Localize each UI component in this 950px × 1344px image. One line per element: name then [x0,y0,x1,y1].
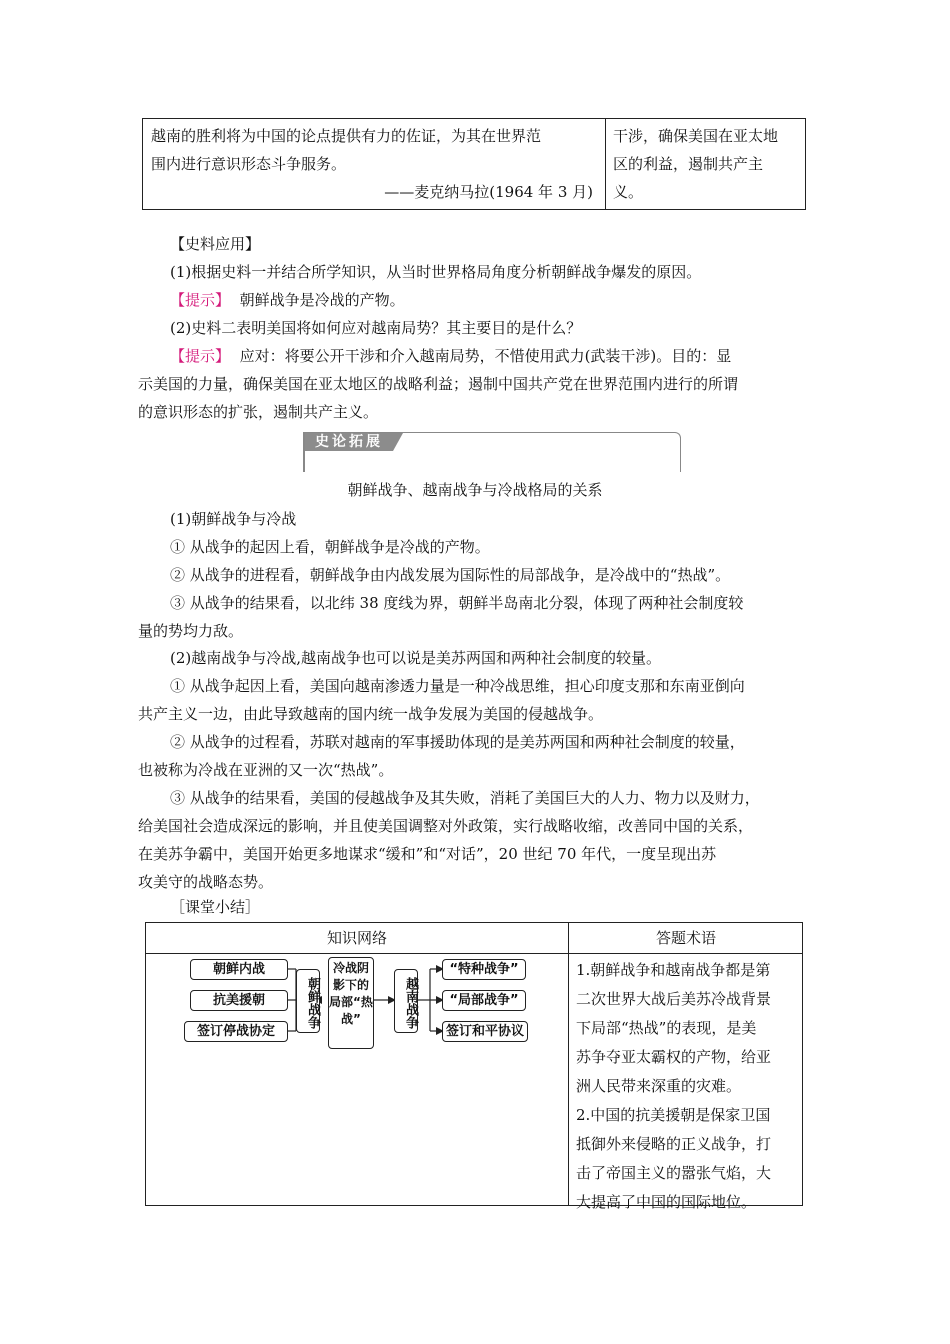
answer-2-line: 示美国的力量，确保美国在亚太地区的战略利益；遏制中国共产党在世界范围内进行的所谓 [138,375,739,393]
answer-line: 2.中国的抗美援朝是保家卫国 [576,1106,771,1124]
answer-1 [170,286,405,314]
hint-label: 【提示】 [170,291,231,309]
diagram-node-armistice: 签订停战协定 [184,1021,288,1042]
answer-line: 二次世界大战后美苏冷战背景 [576,990,772,1008]
banner-label: 史论拓展 [305,433,393,451]
diagram-node-korean-civil-war: 朝鲜内战 [190,959,288,980]
paragraph-line: 量的势均力敌。 [138,622,244,640]
source-line: 围内进行意识形态斗争服务。 [151,155,347,173]
answer-line: 洲人民带来深重的灾难。 [576,1077,742,1095]
paragraph: ② 从战争的过程看，苏联对越南的军事援助体现的是美苏两国和两种社会制度的较量， [170,733,745,751]
summary-heading: ［课堂小结］ [170,898,261,916]
hint-label: 【提示】 [170,347,231,365]
source-table [142,118,806,210]
section-title: 朝鲜战争、越南战争与冷战格局的关系 [347,481,603,499]
question-1: (1)根据史料一并结合所学知识，从当时世界格局角度分析朝鲜战争爆发的原因。 [170,263,702,281]
subsection-heading: (2)越南战争与冷战,越南战争也可以说是美苏两国和两种社会制度的较量。 [170,649,662,667]
answer-line: 抵御外来侵略的正义战争，打 [576,1135,772,1153]
diagram-node-special-war: “特种战争” [442,959,526,980]
source-line: 越南的胜利将为中国的论点提供有力的佐证，为其在世界范 [151,127,542,145]
paragraph: ③ 从战争的结果看，美国的侵越战争及其失败，消耗了美国巨大的人力、物力以及财力， [170,789,760,807]
diagram-node-vietnam-war: 越南战争 [394,969,418,1033]
answer-line: 击了帝国主义的嚣张气焰，大 [576,1164,772,1182]
source-left-cell [151,122,601,206]
answer-1-text: 朝鲜战争是冷战的产物。 [239,291,405,309]
diagram-node-local-war: “局部战争” [442,990,526,1011]
answer-line: 苏争夺亚太霸权的产物，给亚 [576,1048,772,1066]
table-divider [605,119,606,209]
source-line: 义。 [613,183,644,201]
paragraph-line: 在美苏争霸中，美国开始更多地谋求“缓和”和“对话”，20 世纪 70 年代，一度呈现出苏 [138,845,717,863]
summary-table [145,922,803,1211]
paragraph-line: 给美国社会造成深远的影响，并且使美国调整对外政策，实行战略收缩，改善同中国的关系， [138,817,754,835]
diagram-node-korean-war: 朝鲜战争 [296,969,320,1033]
column-header: 答题术语 [655,929,716,947]
answer-line: 大提高了中国的国际地位。 [576,1193,757,1211]
paragraph: ① 从战争的起因上看，朝鲜战争是冷战的产物。 [170,538,490,556]
paragraph: ② 从战争的进程看，朝鲜战争由内战发展为国际性的局部战争，是冷战中的“热战”。 [170,566,731,584]
source-attribution: ——麦克纳马拉(1964 年 3 月) [384,183,593,201]
diagram-node-peace-agreement: 签订和平协议 [442,1021,528,1042]
source-right-cell [613,122,801,206]
table-divider [568,923,569,1205]
paragraph-line: 攻美守的战略态势。 [138,873,274,891]
subsection-heading: (1)朝鲜战争与冷战 [170,510,297,528]
answer-line: 下局部“热战”的表现，是美 [576,1019,757,1037]
paragraph: ③ 从战争的结果看，以北纬 38 度线为界，朝鲜半岛南北分裂，体现了两种社会制度较 [170,594,744,612]
diagram-node-cold-war-hot-war: 冷战阴影下的局部“热战” [328,957,374,1049]
question-2: (2)史料二表明美国将如何应对越南局势？其主要目的是什么？ [170,319,582,337]
answer-terms [576,956,798,1217]
paragraph-line: 共产主义一边，由此导致越南的国内统一战争发展为美国的侵越战争。 [138,705,604,723]
answer-2-text: 应对：将要公开干涉和介入越南局势，不惜使用武力(武装干涉)。目的：显 [239,347,732,365]
section-banner [303,432,684,472]
source-line: 干涉，确保美国在亚太地 [613,127,779,145]
paragraph: ① 从战争起因上看，美国向越南渗透力量是一种冷战思维，担心印度支那和东南亚倒向 [170,677,745,695]
answer-2 [170,342,731,370]
diagram-node-resist-us: 抗美援朝 [190,990,288,1011]
paragraph-line: 也被称为冷战在亚洲的又一次“热战”。 [138,761,394,779]
answer-2-line: 的意识形态的扩张，遏制共产主义。 [138,403,379,421]
source-line: 区的利益，遏制共产主 [613,155,764,173]
answer-line: 1.朝鲜战争和越南战争都是第 [576,961,771,979]
application-heading: 【史料应用】 [170,235,261,253]
column-header: 知识网络 [326,929,387,947]
